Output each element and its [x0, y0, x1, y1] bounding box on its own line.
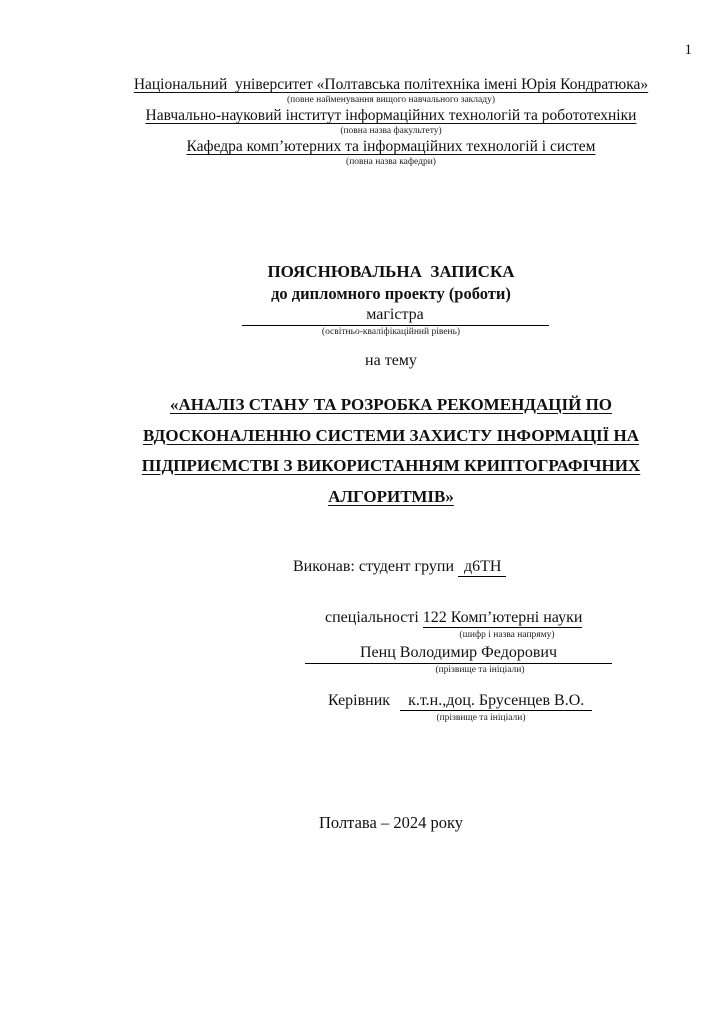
note-subtitle: до дипломного проекту (роботи)	[271, 284, 511, 303]
degree-line	[88, 305, 694, 326]
performed-label: Виконав: студент групи	[293, 558, 459, 575]
topic-title	[88, 390, 694, 512]
author-name-underline	[305, 643, 612, 664]
performed-line	[293, 557, 506, 576]
speciality-value: 122 Комп’ютерні науки	[422, 609, 583, 626]
supervisor-label: Керівник	[328, 692, 391, 709]
explanatory-note-block	[88, 261, 694, 339]
group-value: д6ТН	[458, 558, 506, 577]
department-caption: (повна назва кафедри)	[346, 157, 436, 167]
page-number: 1	[684, 42, 692, 58]
topic-line-2: ВДОСКОНАЛЕННЮ СИСТЕМИ ЗАХИСТУ ІНФОРМАЦІЇ НА	[142, 425, 640, 445]
theme-label: на тему	[365, 352, 417, 369]
university-name: Національний університет «Полтавська політехніка імені Юрія Кондратюка»	[133, 76, 649, 93]
supervisor-name: к.т.н.,доц. Брусенцев В.О.	[400, 692, 592, 711]
author-name-caption: (прізвище та ініціали)	[435, 665, 525, 675]
speciality-caption: (шифр і назва напряму)	[459, 630, 555, 640]
university-caption: (повне найменування вищого навчального закладу)	[287, 95, 495, 105]
topic-line-3: ПІДПРИЄМСТВІ З ВИКОРИСТАННЯМ КРИПТОГРАФІЧНИХ	[141, 456, 641, 475]
topic-line-1: «АНАЛІЗ СТАНУ ТА РОЗРОБКА РЕКОМЕНДАЦІЙ ПО	[169, 395, 613, 414]
header-block	[88, 76, 694, 169]
author-name: Пенц Володимир Федорович	[360, 644, 557, 661]
author-name-line	[305, 643, 612, 664]
degree-underline	[242, 305, 549, 326]
department-name: Кафедра комп’ютерних та інформаційних технологій і систем	[186, 138, 596, 155]
degree-value: магістра	[366, 306, 424, 323]
institute-caption: (повна назва факультету)	[340, 126, 442, 136]
city-year: Полтава – 2024 року	[319, 813, 463, 832]
supervisor-line	[328, 691, 592, 710]
topic-line-4: АЛГОРИТМІВ»	[328, 486, 454, 506]
speciality-line	[325, 608, 582, 627]
supervisor-caption: (прізвище та ініціали)	[436, 713, 526, 723]
degree-caption: (освітньо-кваліфікаційний рівень)	[321, 327, 461, 337]
speciality-label: спеціальності	[325, 609, 423, 626]
institute-name: Навчально-науковий інститут інформаційних технологій та робототехніки	[145, 107, 637, 124]
note-title: ПОЯСНЮВАЛЬНА ЗАПИСКА	[267, 262, 515, 281]
